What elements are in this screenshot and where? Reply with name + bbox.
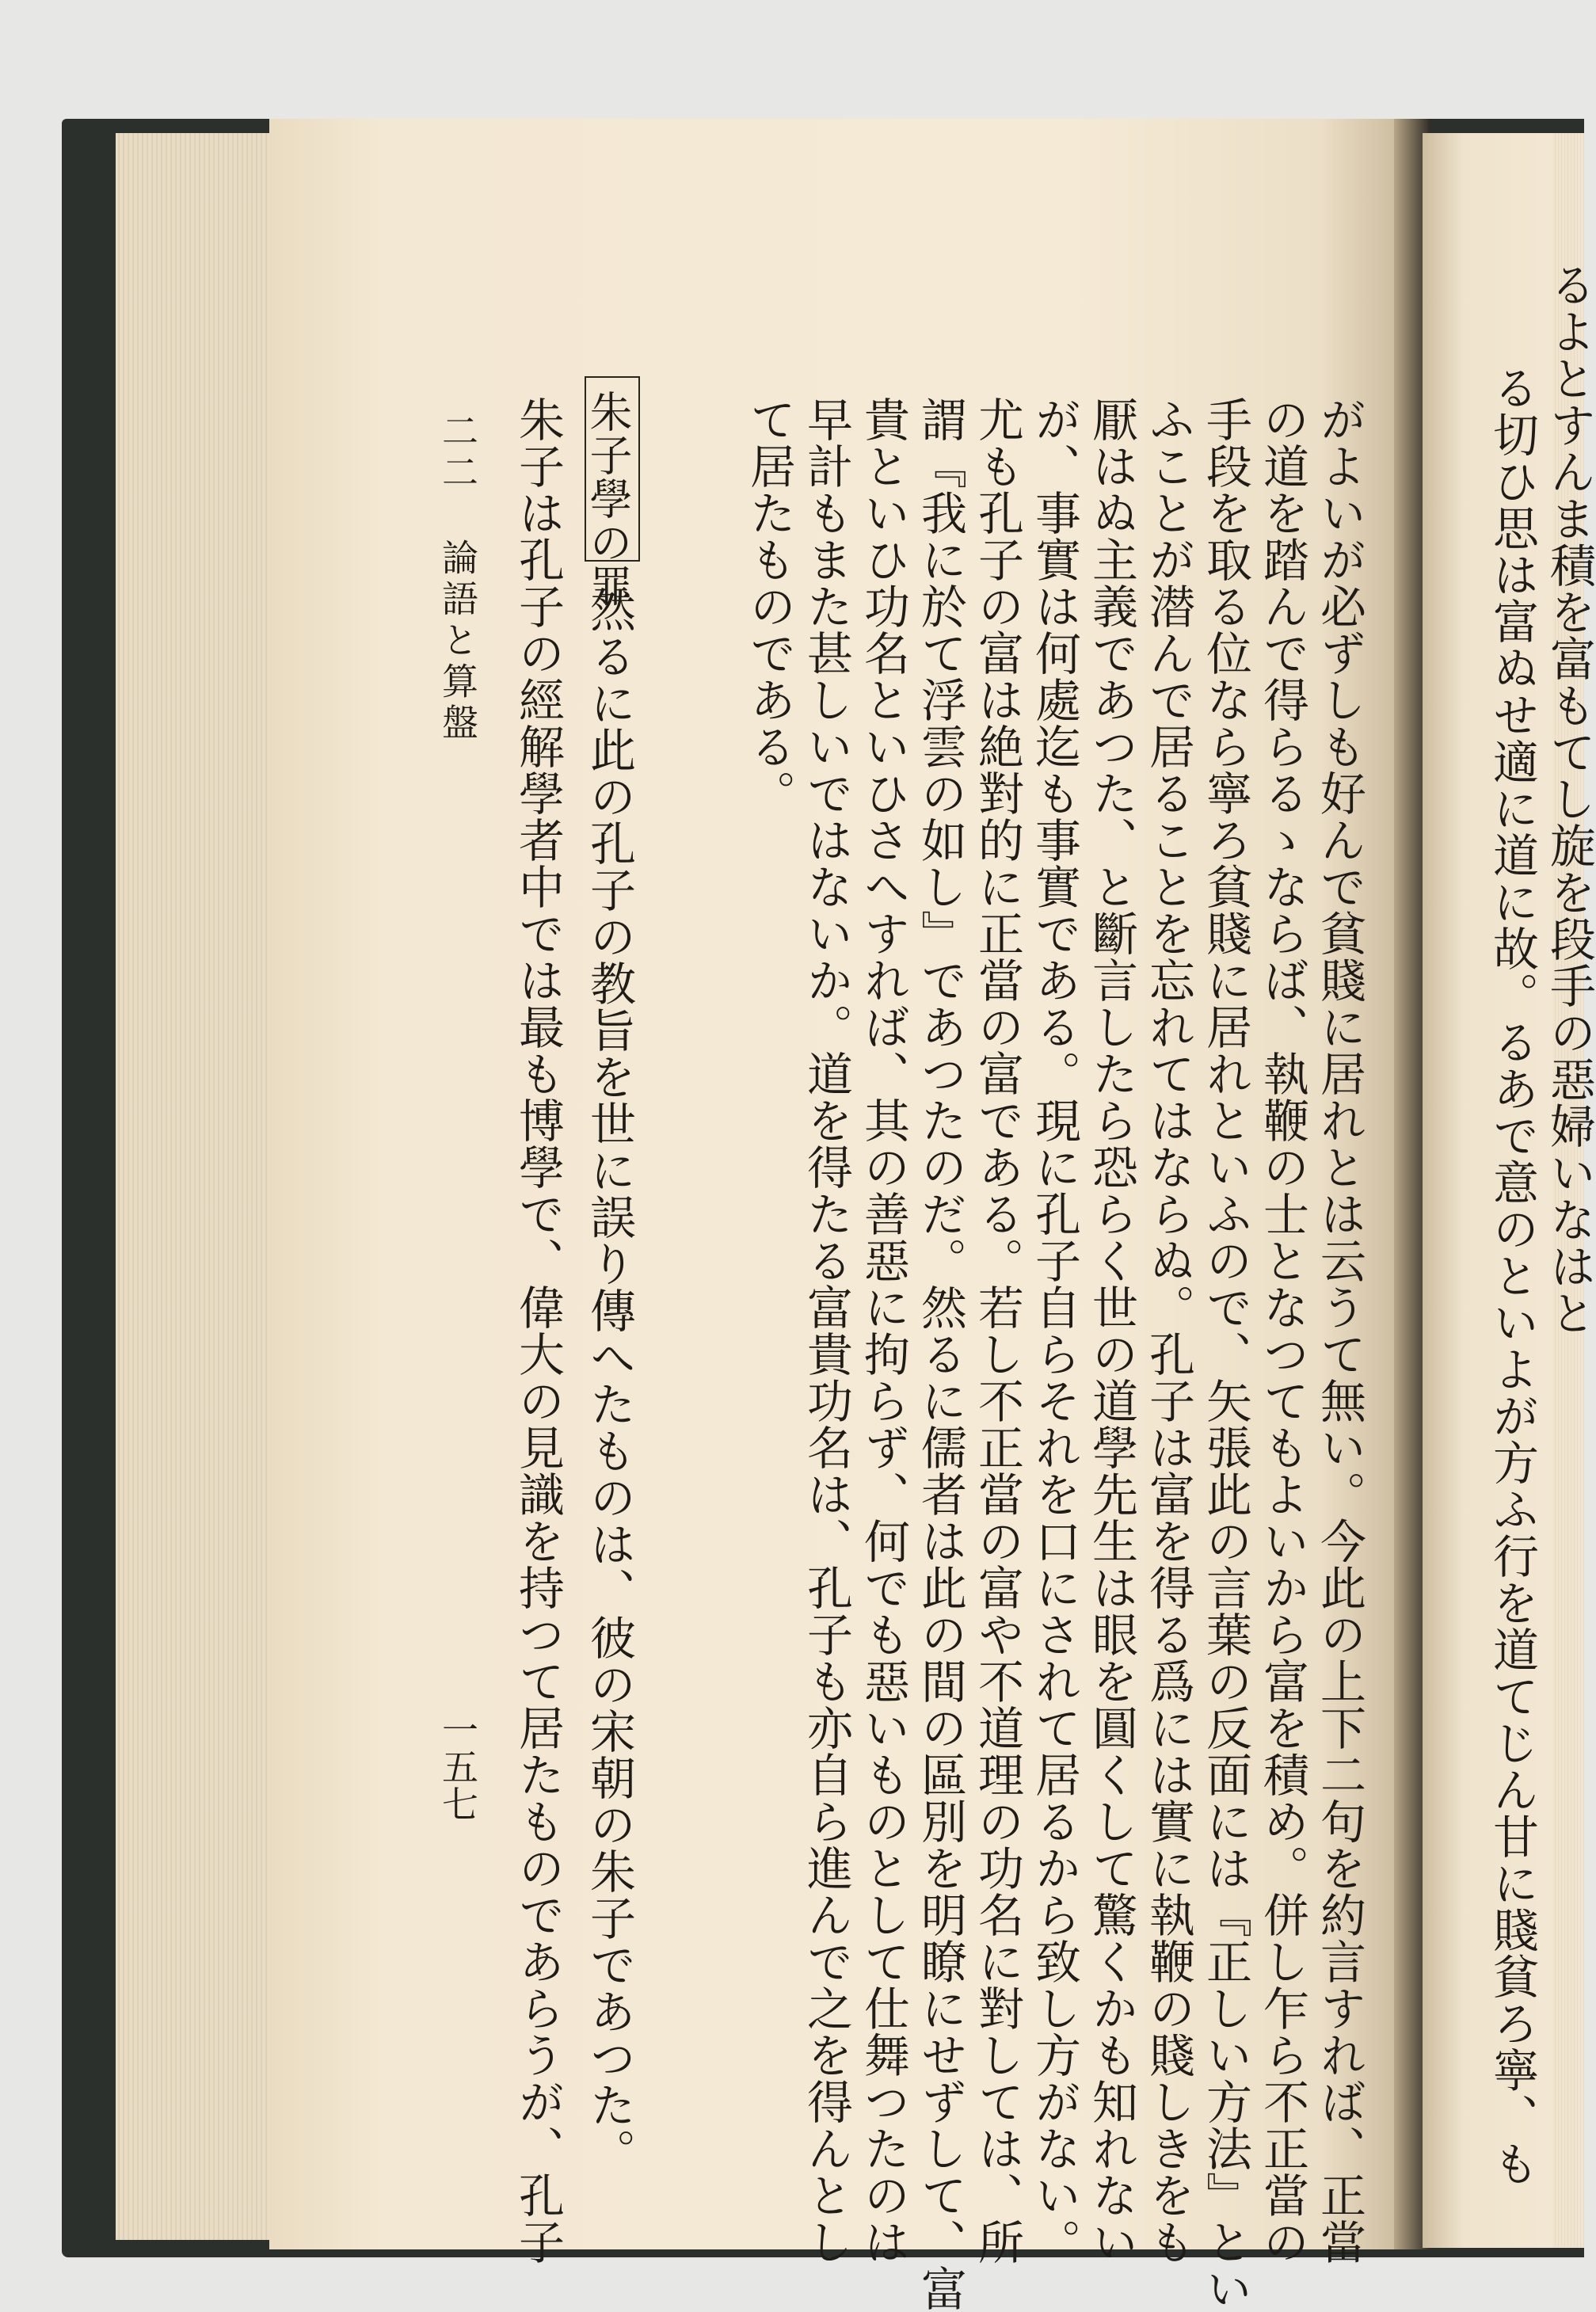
text-column: 手段を取る位なら寧ろ貧賤に居れといふので、矢張此の言葉の反面には『正しい方法』とい [1198, 396, 1252, 2312]
text-column: 謂『我に於て浮雲の如し』であつたのだ。然るに儒者は此の間の區別を明瞭にせずして、富 [913, 396, 967, 2312]
text-column: 厭はぬ主義であつた、と斷言したら恐らく世の道學先生は眼を圓くして驚くかも知れない [1084, 396, 1138, 2265]
text-column: て居たものである。 [742, 396, 796, 817]
text-column: の道を踏んで得らるゝならば、執鞭の士となつてもよいから富を積め。併し乍ら不正當の [1255, 396, 1309, 2265]
text-column: 早計もまた甚しいではないか。道を得たる富貴功名は、孔子も亦自ら進んで之を得んとし [799, 396, 853, 2265]
text-column: 貴といひ功名といひさへすれば、其の善惡に拘らず、何でも惡いものとして仕舞つたのは [856, 396, 910, 2265]
right-page-text-column: るよとすんま積を富もてし旋を段手の惡婦いなはと [1542, 261, 1596, 1336]
text-column: がよいが必ずしも好んで貧賤に居れとは云うて無い。今此の上下二句を約言すれば、正當 [1312, 396, 1366, 2265]
section-heading: 朱子學の罪 [583, 390, 633, 608]
page-number: 一五七 [436, 1711, 479, 1823]
text-column: 尤も孔子の富は絶對的に正當の富である。若し不正當の富や不道理の功名に對しては、所 [970, 396, 1024, 2265]
running-page-number: 二二 [436, 412, 479, 494]
text-column: ふことが潜んで居ることを忘れてはならぬ。孔子は富を得る爲には實に執鞭の賤しきをも [1141, 396, 1195, 2265]
section-text-column: 朱子は孔子の經解學者中では最も博學で、偉大の見識を持つて居たものであらうが、孔子 [511, 396, 565, 2265]
running-title: 論語と算盤 [436, 539, 479, 745]
page-edges-left [116, 133, 290, 2240]
text-column: が、事實は何處迄も事實である。現に孔子自らそれを口にされて居るから致し方がない。 [1027, 396, 1081, 2265]
section-text-column: 然るに此の孔子の教旨を世に誤り傳へたものは、彼の宋朝の朱子であつた。 [582, 586, 636, 2175]
right-page-text-column: る切ひ思は富ぬせ適に道に故。るあで意のといよが方ふ行を道てじん甘に賤貧ろ寧、も [1485, 364, 1539, 2187]
